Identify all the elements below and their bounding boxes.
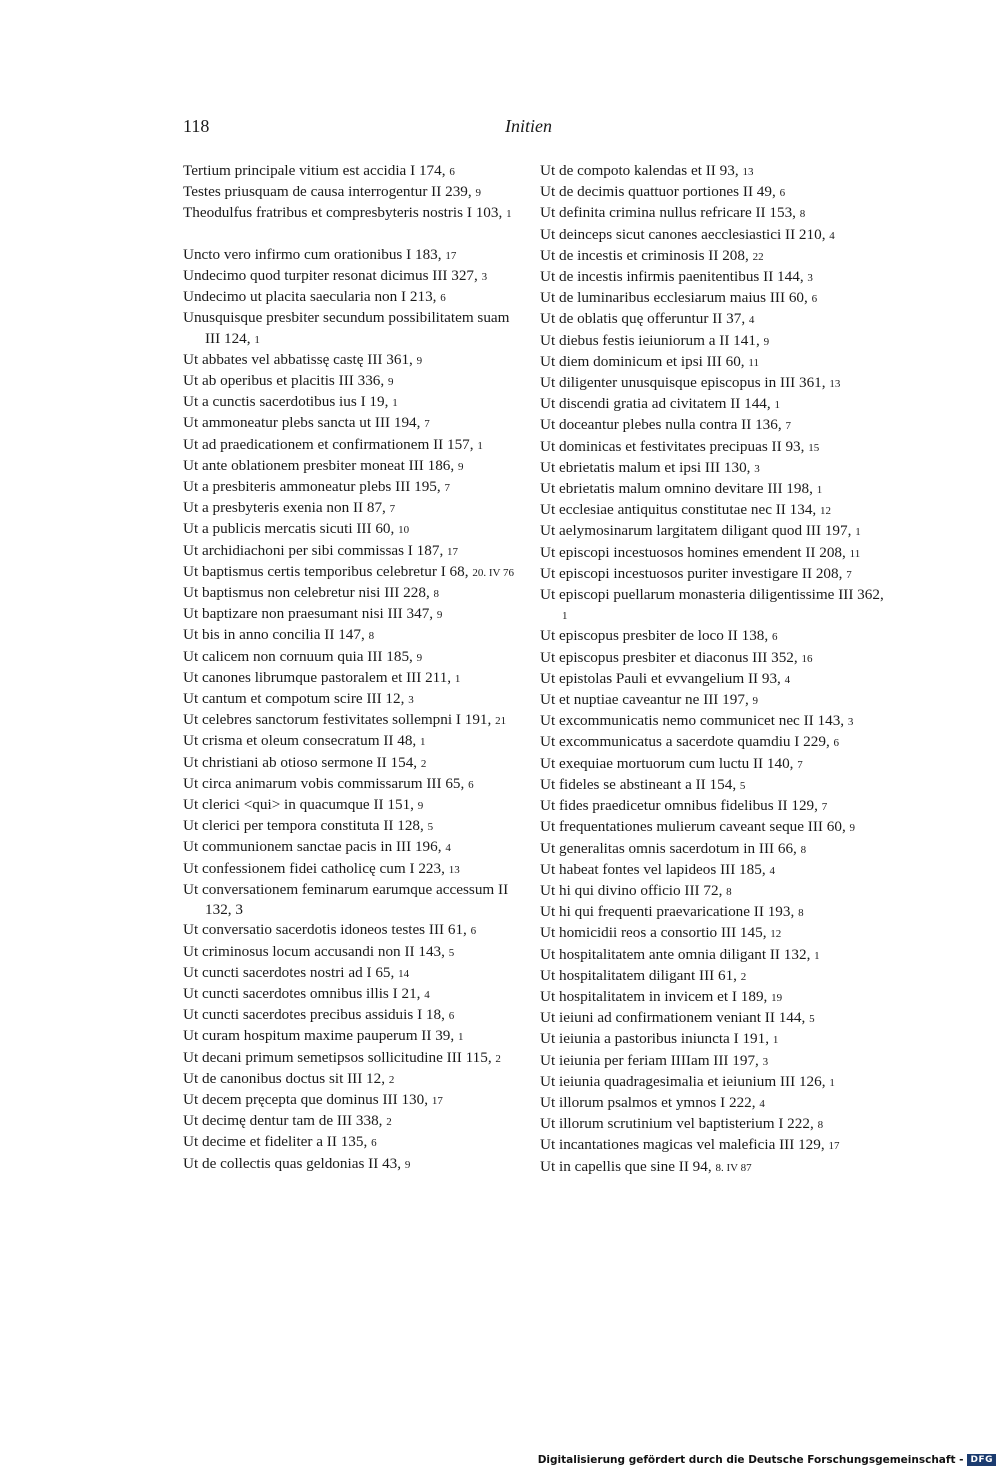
index-entry <box>540 1157 885 1178</box>
entry-line-ref: 5 <box>739 779 746 792</box>
entry-line-ref: 4 <box>759 1097 765 1110</box>
entry-text: Ut christiani ab otioso sermone II 154, <box>183 753 418 771</box>
entry-text: Ut criminosus locum accusandi non II 143, <box>183 942 445 960</box>
entry-text: Ut diem dominicum et ipsi III 60, <box>540 352 745 370</box>
index-entry <box>540 1072 885 1093</box>
index-entry <box>540 331 885 352</box>
entry-text: Ut de collectis quas geldonias II 43, <box>183 1154 402 1172</box>
entry-text: Ut diligenter unusquisque episcopus in III 361, <box>540 374 826 392</box>
entry-text: Ut clerici <qui> in quacumque II 151, <box>183 796 414 814</box>
index-entry <box>540 161 885 182</box>
index-entry <box>183 456 528 477</box>
entry-line-ref: 6 <box>779 187 786 200</box>
index-entry <box>540 182 885 203</box>
index-entry <box>540 1093 885 1114</box>
entry-text: Ut excommunicatis nemo communicet nec II 143, <box>540 712 845 730</box>
index-entry <box>540 945 885 966</box>
entry-line-ref: 3 <box>762 1055 769 1068</box>
entry-line-ref: 4 <box>445 842 451 855</box>
entry-text: Ut discendi gratia ad civitatem II 144, <box>540 395 771 413</box>
dfg-logo: DFG <box>967 1454 996 1466</box>
entry-text: Ut hospitalitatem diligant III 61, <box>540 966 737 984</box>
index-entry <box>540 817 885 838</box>
entry-text: Ut episcopi incestuosos homines emendent II 208, <box>540 543 846 561</box>
entry-text: Ut episcopi puellarum monasteria diligentissime III 362, <box>540 586 884 604</box>
entry-line-ref: 1 <box>392 397 398 410</box>
entry-text: Ut decimę dentur tam de III 338, <box>183 1112 383 1130</box>
index-entry <box>540 1029 885 1050</box>
index-entry <box>540 754 885 775</box>
entry-line-ref: 1 <box>562 610 568 623</box>
entry-text: Ut ammoneatur plebs sancta ut III 194, <box>183 414 421 432</box>
funding-footer <box>538 1454 996 1466</box>
index-entry <box>540 1051 885 1072</box>
entry-text: Ut bis in anno concilia II 147, <box>183 626 365 644</box>
entry-line-ref: 17 <box>828 1140 840 1153</box>
entry-text: Ut decime et fideliter a II 135, <box>183 1133 368 1151</box>
entry-line-ref: 5 <box>448 946 455 959</box>
entry-text: Ut deinceps sicut canones aecclesiastici II 210, <box>540 225 826 243</box>
entry-gap <box>183 225 528 245</box>
index-entry <box>183 1090 528 1111</box>
index-entry <box>183 308 528 349</box>
entry-line-ref: 8 <box>368 630 375 643</box>
index-entry <box>540 732 885 753</box>
index-entry <box>183 774 528 795</box>
entry-line-ref: 15 <box>808 441 820 454</box>
entry-line-ref: 8 <box>799 208 806 221</box>
entry-text: Undecimo ut placita saecularia non I 213, <box>183 288 437 306</box>
index-entry <box>183 753 528 774</box>
index-entry <box>183 1026 528 1047</box>
entry-text: Ut epistolas Pauli et evvangelium II 93, <box>540 669 781 687</box>
entry-text: Ut de decimis quattuor portiones II 49, <box>540 183 776 201</box>
entry-text: Ut ante oblationem presbiter moneat III 186, <box>183 456 455 474</box>
entry-text: Theodulfus fratribus et compresbyteris nostris I 103, <box>183 204 503 222</box>
entry-text: Ut calicem non cornuum quia III 185, <box>183 647 413 665</box>
index-entry <box>183 583 528 604</box>
index-entry <box>183 880 528 920</box>
index-entry <box>540 690 885 711</box>
entry-text: Ut de incestis infirmis paenitentibus II 144, <box>540 268 804 286</box>
entry-text: Ut ieiunia quadragesimalia et ieiunium III 126, <box>540 1072 826 1090</box>
entry-line-ref: 4 <box>424 988 430 1001</box>
index-entry <box>540 437 885 458</box>
index-entry <box>183 963 528 984</box>
entry-text: Ut baptismus non celebretur nisi III 228, <box>183 584 430 602</box>
entry-text: Ut de oblatis quę offeruntur II 37, <box>540 310 746 328</box>
entry-line-ref: 1 <box>254 333 260 346</box>
index-entry <box>540 352 885 373</box>
entry-line-ref: 1 <box>420 736 426 749</box>
entry-line-ref: 1 <box>454 672 461 685</box>
entry-text: Undecimo quod turpiter resonat dicimus III 327, <box>183 267 478 284</box>
index-entry <box>183 498 528 519</box>
entry-text: Ut hospitalitatem in invicem et I 189, <box>540 987 768 1005</box>
index-entry <box>183 266 528 287</box>
entry-text: Ut ad praedicationem et confirmationem II 157, <box>183 435 474 453</box>
entry-line-ref: 3 <box>408 694 414 707</box>
entry-text: Ut confessionem fidei catholicę cum I 223, <box>183 859 445 877</box>
entry-line-ref: 8 <box>817 1119 824 1132</box>
index-entry <box>183 287 528 308</box>
entry-line-ref: 9 <box>849 822 856 835</box>
entry-text: Ut ieiunia a pastoribus iniuncta I 191, <box>540 1030 770 1048</box>
entry-text: Ut conversatio sacerdotis idoneos testes III 61, <box>183 921 467 939</box>
entry-text: Ut baptizare non praesumant nisi III 347, <box>183 605 434 623</box>
entry-text: Ut communionem sanctae pacis in III 196, <box>183 838 442 856</box>
index-entry <box>183 1111 528 1132</box>
entry-line-ref: 1 <box>774 399 780 412</box>
index-entry <box>540 458 885 479</box>
entry-text: Ut episcopus presbiter de loco II 138, <box>540 627 769 645</box>
entry-line-ref: 5 <box>809 1013 815 1026</box>
entry-line-ref: 1 <box>772 1034 779 1047</box>
entry-line-ref: 14 <box>398 967 410 980</box>
index-entry <box>183 942 528 963</box>
entry-text: Ut a cunctis sacerdotibus ius I 19, <box>183 393 389 411</box>
entry-text: Ut frequentationes mulierum caveant seque III 60, <box>540 818 846 836</box>
entry-line-ref: 8 <box>798 907 804 920</box>
entry-line-ref: 4 <box>829 229 835 242</box>
entry-line-ref: 7 <box>424 418 430 431</box>
index-entry <box>540 394 885 415</box>
entry-line-ref: 9 <box>417 800 424 813</box>
entry-line-ref: 9 <box>475 187 481 200</box>
index-entry <box>183 203 528 224</box>
entry-text: Ut ab operibus et placitis III 336, <box>183 372 385 390</box>
index-entry <box>540 1008 885 1029</box>
entry-text: Ut in capellis que sine II 94, <box>540 1157 712 1175</box>
index-entry <box>183 161 528 182</box>
index-entry <box>540 564 885 585</box>
index-entry <box>540 1135 885 1156</box>
index-entry <box>540 246 885 267</box>
index-entry <box>183 625 528 646</box>
entry-line-ref: 19 <box>771 991 783 1004</box>
entry-text: Ut a presbiteris ammoneatur plebs III 195, <box>183 478 441 496</box>
entry-line-ref: 9 <box>387 376 394 389</box>
entry-text: Ut diebus festis ieiuniorum a II 141, <box>540 331 760 349</box>
running-title: Initien <box>505 116 552 136</box>
index-entry <box>540 543 885 564</box>
index-entry <box>540 860 885 881</box>
entry-line-ref: 22 <box>752 250 764 263</box>
index-entry <box>183 435 528 456</box>
entry-line-ref: 6 <box>771 631 778 644</box>
index-entry <box>540 309 885 330</box>
index-entry <box>183 541 528 562</box>
entry-text: Ut episcopi incestuosos puriter investigare II 208, <box>540 564 843 582</box>
index-entry <box>183 710 528 731</box>
index-entry <box>540 225 885 246</box>
entry-text: Ut abbates vel abbatissę castę III 361, <box>183 350 413 368</box>
entry-line-ref: 6 <box>833 737 840 750</box>
index-entry <box>183 795 528 816</box>
entry-text: Ut decani primum semetipsos sollicitudine III 115, <box>183 1048 492 1066</box>
entry-text: Ut crisma et oleum consecratum II 48, <box>183 732 417 750</box>
index-entry <box>540 966 885 987</box>
entry-line-ref: 10 <box>398 524 410 537</box>
index-entry <box>540 923 885 944</box>
index-entry <box>183 1154 528 1175</box>
index-entry <box>540 373 885 394</box>
index-entry <box>540 902 885 923</box>
funding-text: Digitalisierung gefördert durch die Deutsche Forschungsgemeinschaft - <box>537 1454 964 1466</box>
entry-line-ref: 7 <box>389 503 396 516</box>
entry-line-ref: 2 <box>495 1052 501 1065</box>
entry-line-ref: 6 <box>468 778 474 791</box>
entry-line-ref: 8 <box>433 588 440 601</box>
entry-line-ref: 6 <box>470 925 477 938</box>
entry-line-ref: 5 <box>427 821 434 834</box>
entry-text: Ut et nuptiae caveantur ne III 197, <box>540 691 749 709</box>
entry-line-ref: 3 <box>754 462 760 475</box>
index-column-left <box>183 161 528 1175</box>
entry-line-ref: 2 <box>388 1073 395 1086</box>
entry-text: Ut cuncti sacerdotes omnibus illis I 21, <box>183 984 421 1002</box>
index-entry <box>183 816 528 837</box>
entry-text: Ut habeat fontes vel lapideos III 185, <box>540 860 766 878</box>
index-entry <box>183 1069 528 1090</box>
entry-line-ref: 9 <box>404 1158 411 1171</box>
entry-line-ref: 9 <box>416 354 423 367</box>
entry-line-ref: 21 <box>495 715 507 728</box>
entry-line-ref: 13 <box>448 863 460 876</box>
entry-text: Ut illorum psalmos et ymnos I 222, <box>540 1093 756 1111</box>
entry-text: Ut clerici per tempora constituta II 128, <box>183 817 424 835</box>
page-number: 118 <box>183 116 210 136</box>
index-entry <box>183 477 528 498</box>
entry-text: Ut archidiachoni per sibi commissas I 187, <box>183 541 444 559</box>
index-entry <box>540 203 885 224</box>
index-entry <box>183 350 528 371</box>
entry-line-ref: 9 <box>752 695 759 708</box>
entry-line-ref: 4 <box>784 673 791 686</box>
entry-text: Ut de canonibus doctus sit III 12, <box>183 1069 386 1087</box>
entry-text: Ut decem pręcepta que dominus III 130, <box>183 1090 429 1108</box>
index-entry <box>183 1132 528 1153</box>
entry-text: Ut cantum et compotum scire III 12, <box>183 690 405 708</box>
entry-text: Ut definita crimina nullus refricare II 153, <box>540 204 796 222</box>
index-entry <box>540 987 885 1008</box>
entry-line-ref: 9 <box>436 609 443 622</box>
entry-text: Ut de incestis et criminosis II 208, <box>540 246 749 264</box>
index-entry <box>183 519 528 540</box>
entry-text: Ut baptismus certis temporibus celebretur I 68, <box>183 562 469 580</box>
entry-text: Ut dominicas et festivitates precipuas II 93, <box>540 437 805 455</box>
index-entry <box>540 626 885 647</box>
index-entry <box>183 837 528 858</box>
index-entry <box>540 479 885 500</box>
entry-line-ref: 1 <box>506 208 512 221</box>
index-entry <box>183 371 528 392</box>
entry-text: Ut exequiae mortuorum cum luctu II 140, <box>540 754 794 772</box>
entry-line-ref: 6 <box>448 1010 455 1023</box>
entry-text: Testes priusquam de causa interrogentur II 239, <box>183 183 472 201</box>
index-entry <box>540 585 885 626</box>
entry-text: Ut ieiunia per feriam IIIIam III 197, <box>540 1051 759 1069</box>
index-entry <box>183 604 528 625</box>
entry-line-ref: 13 <box>742 166 754 178</box>
entry-text: Ut hospitalitatem ante omnia diligant II 132, <box>540 945 811 963</box>
index-entry <box>540 839 885 860</box>
entry-text: Ut homicidii reos a consortio III 145, <box>540 924 767 942</box>
entry-text: Ut excommunicatus a sacerdote quamdiu I 229, <box>540 733 830 751</box>
entry-line-ref: 3 <box>807 272 813 285</box>
entry-text: Ut fides praedicetur omnibus fidelibus II 129, <box>540 797 818 815</box>
entry-line-ref: 7 <box>797 758 803 771</box>
entry-line-ref: 11 <box>748 356 759 369</box>
entry-text: Ut doceantur plebes nulla contra II 136, <box>540 416 782 434</box>
entry-text: Ut canones librumque pastoralem et III 211, <box>183 668 452 686</box>
index-entry <box>183 182 528 203</box>
entry-line-ref: 8. IV 87 <box>715 1161 752 1174</box>
entry-text: Ut a publicis mercatis sicuti III 60, <box>183 520 395 538</box>
entry-line-ref: 1 <box>477 439 483 452</box>
entry-text: Ut fideles se abstineant a II 154, <box>540 775 737 793</box>
entry-line-ref: 16 <box>801 652 813 665</box>
entry-text: Ut ebrietatis malum omnino devitare III 198, <box>540 480 813 498</box>
index-entry <box>540 711 885 732</box>
index-entry <box>183 859 528 880</box>
entry-line-ref: 13 <box>829 378 841 391</box>
index-entry <box>540 648 885 669</box>
index-entry <box>183 1005 528 1026</box>
entry-text: Ut a presbyteris exenia non II 87, <box>183 499 386 517</box>
entry-text: Ut aelymosinarum largitatem diligant quod III 197, <box>540 522 852 540</box>
entry-line-ref: 2 <box>386 1116 392 1129</box>
entry-line-ref: 1 <box>458 1031 464 1044</box>
entry-line-ref: 7 <box>821 801 828 814</box>
entry-line-ref: 17 <box>445 249 457 262</box>
entry-line-ref: 2 <box>740 970 747 983</box>
entry-text: Ut de luminaribus ecclesiarum maius III 60, <box>540 289 808 307</box>
entry-text: Ut generalitas omnis sacerdotum in III 66, <box>540 839 797 857</box>
entry-line-ref: 12 <box>770 928 782 941</box>
entry-line-ref: 6 <box>449 166 455 178</box>
entry-text: Ut hi qui divino officio III 72, <box>540 881 723 899</box>
index-entry <box>183 245 528 266</box>
index-entry <box>183 413 528 434</box>
entry-line-ref: 6 <box>811 293 818 306</box>
entry-line-ref: 1 <box>814 949 820 962</box>
entry-text: Ut de compoto kalendas et II 93, <box>540 162 739 179</box>
index-entry <box>540 775 885 796</box>
entry-line-ref: 3 <box>481 271 488 283</box>
index-entry <box>540 500 885 521</box>
index-entry <box>183 689 528 710</box>
entry-line-ref: 7 <box>846 568 852 581</box>
index-entry <box>540 669 885 690</box>
entry-text: Ut ecclesiae antiquitus constitutae nec II 134, <box>540 501 817 519</box>
entry-line-ref: 9 <box>457 460 464 473</box>
index-entry <box>183 392 528 413</box>
index-entry <box>540 1114 885 1135</box>
entry-line-ref: 3 <box>847 716 854 729</box>
index-column-right <box>540 161 885 1178</box>
entry-line-ref: 6 <box>440 292 446 305</box>
entry-text: Ut episcopus presbiter et diaconus III 352, <box>540 648 798 666</box>
entry-text: Ut cuncti sacerdotes nostri ad I 65, <box>183 963 395 981</box>
index-entry <box>540 796 885 817</box>
index-entry <box>540 267 885 288</box>
entry-text: Ut illorum scrutinium vel baptisterium I 222, <box>540 1115 814 1133</box>
entry-line-ref: 6 <box>371 1137 377 1150</box>
entry-line-ref: 17 <box>447 545 459 558</box>
entry-text: Ut incantationes magicas vel maleficia III 129, <box>540 1136 825 1154</box>
entry-line-ref: 20. IV 76 <box>472 566 515 579</box>
entry-text: Ut hi qui frequenti praevaricatione II 193, <box>540 903 795 921</box>
entry-text: Ut cuncti sacerdotes precibus assiduis I 18, <box>183 1006 445 1024</box>
entry-line-ref: 8 <box>800 843 807 856</box>
entry-line-ref: 1 <box>855 526 861 539</box>
entry-text: Uncto vero infirmo cum orationibus I 183, <box>183 245 442 263</box>
index-entry <box>540 288 885 309</box>
entry-text: Unusquisque presbiter secundum possibilitatem suam III 124, <box>183 309 510 347</box>
entry-text: Ut curam hospitum maxime pauperum II 39, <box>183 1027 455 1045</box>
index-entry <box>183 668 528 689</box>
entry-text: Ut celebres sanctorum festivitates sollempni I 191, <box>183 711 492 729</box>
entry-line-ref: 11 <box>849 547 861 560</box>
entry-line-ref: 9 <box>763 335 770 348</box>
entry-line-ref: 4 <box>769 864 775 877</box>
entry-line-ref: 8 <box>726 885 732 898</box>
entry-line-ref: 12 <box>820 505 832 518</box>
index-entry <box>183 562 528 583</box>
index-entry <box>183 647 528 668</box>
entry-line-ref: 7 <box>785 420 791 433</box>
entry-text: Ut ieiuni ad confirmationem veniant II 144, <box>540 1009 806 1027</box>
entry-line-ref: 1 <box>816 484 823 497</box>
entry-text: Ut ebrietatis malum et ipsi III 130, <box>540 458 751 476</box>
index-entry <box>183 1048 528 1069</box>
entry-line-ref: 2 <box>420 757 427 770</box>
index-entry <box>183 920 528 941</box>
index-entry <box>540 881 885 902</box>
index-entry <box>183 731 528 752</box>
entry-text: Ut conversationem feminarum earumque accessum II 132, 3 <box>183 880 509 919</box>
index-entry <box>183 984 528 1005</box>
entry-text: Tertium principale vitium est accidia I 174, <box>183 162 446 179</box>
index-entry <box>540 521 885 542</box>
entry-line-ref: 7 <box>444 482 450 495</box>
entry-line-ref: 9 <box>416 651 423 664</box>
entry-line-ref: 4 <box>748 314 755 327</box>
entry-line-ref: 1 <box>829 1076 835 1089</box>
entry-line-ref: 17 <box>431 1094 443 1107</box>
index-entry <box>540 415 885 436</box>
entry-text: Ut circa animarum vobis commissarum III 65, <box>183 774 465 792</box>
